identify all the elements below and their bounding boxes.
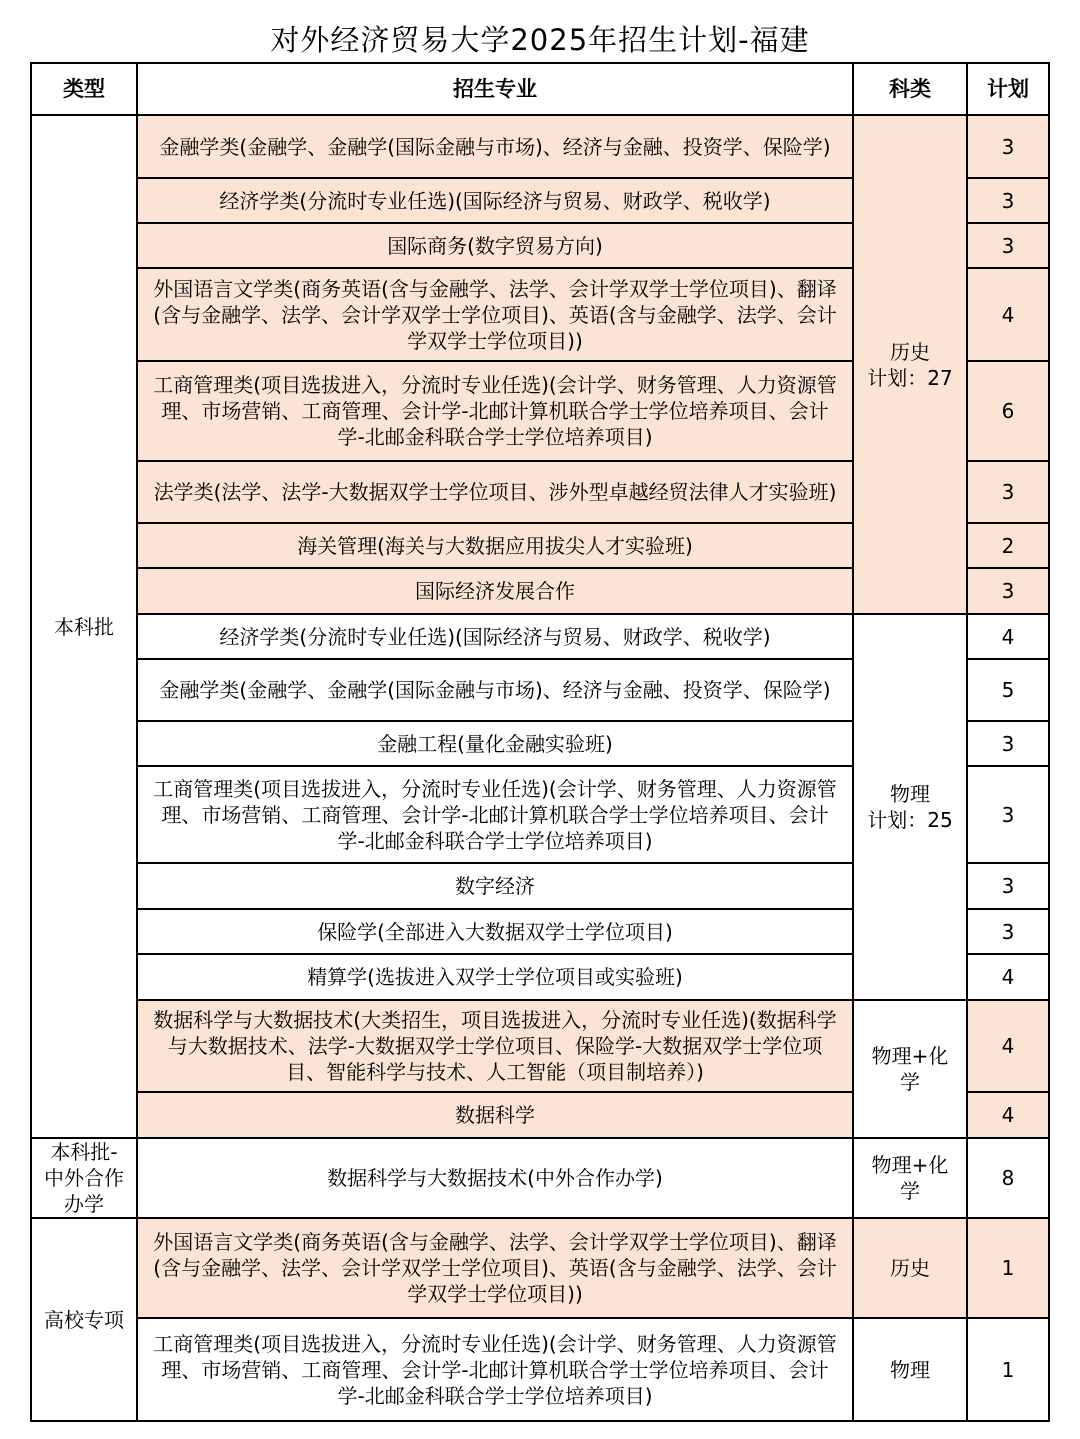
subject-history2-cell: 历史 xyxy=(853,1218,967,1318)
page-title: 对外经济贸易大学2025年招生计划-福建 xyxy=(270,23,810,57)
header-major: 招生专业 xyxy=(137,63,853,115)
plan-cell: 3 xyxy=(967,461,1049,523)
major-cell: 保险学(全部进入大数据双学士学位项目) xyxy=(137,909,853,954)
major-cell: 金融学类(金融学、金融学(国际金融与市场)、经济与金融、投资学、保险学) xyxy=(137,115,853,178)
header-row xyxy=(31,63,1049,115)
subject-physchem2-cell: 物理+化学 xyxy=(853,1138,967,1218)
subject-history-cell xyxy=(853,115,967,614)
plan-cell: 3 xyxy=(967,223,1049,268)
table-row xyxy=(31,1318,1049,1421)
plan-cell: 3 xyxy=(967,115,1049,178)
subject-physics: 物理 xyxy=(890,782,930,806)
major-cell: 外国语言文学类(商务英语(含与金融学、法学、会计学双学士学位项目)、翻译(含与金融学、法学、会计学双学士学位项目)、英语(含与金融学、法学、会计学双学士学位项目)) xyxy=(137,268,853,361)
major-cell: 国际商务(数字贸易方向) xyxy=(137,223,853,268)
batch-zhongwai: 本科批-中外合作办学 xyxy=(31,1138,137,1218)
subject-physchem-cell: 物理+化学 xyxy=(853,1000,967,1138)
plan-cell: 3 xyxy=(967,568,1049,614)
major-cell: 精算学(选拔进入双学士学位项目或实验班) xyxy=(137,954,853,1000)
major-cell: 经济学类(分流时专业任选)(国际经济与贸易、财政学、税收学) xyxy=(137,614,853,659)
plan-cell: 3 xyxy=(967,909,1049,954)
table-row xyxy=(31,1000,1049,1092)
table-row xyxy=(31,1218,1049,1318)
plan-cell: 1 xyxy=(967,1318,1049,1421)
major-cell: 数据科学 xyxy=(137,1092,853,1138)
plan-cell: 4 xyxy=(967,954,1049,1000)
major-cell: 工商管理类(项目选拔进入，分流时专业任选)(会计学、财务管理、人力资源管理、市场营销、工商管理、会计学-北邮计算机联合学士学位培养项目、会计学-北邮金科联合学士学位培养项目) xyxy=(137,361,853,461)
subject-history: 历史 xyxy=(890,339,930,364)
plan-cell: 2 xyxy=(967,523,1049,568)
major-cell: 法学类(法学、法学-大数据双学士学位项目、涉外型卓越经贸法律人才实验班) xyxy=(137,461,853,523)
subject-physics-cell xyxy=(853,614,967,1000)
major-cell: 工商管理类(项目选拔进入，分流时专业任选)(会计学、财务管理、人力资源管理、市场营销、工商管理、会计学-北邮计算机联合学士学位培养项目、会计学-北邮金科联合学士学位培养项目) xyxy=(137,1318,853,1421)
plan-cell: 4 xyxy=(967,1092,1049,1138)
admission-plan-table xyxy=(30,62,1050,1422)
plan-cell: 1 xyxy=(967,1218,1049,1318)
table-row xyxy=(31,614,1049,659)
plan-cell: 4 xyxy=(967,268,1049,361)
plan-cell: 5 xyxy=(967,659,1049,721)
major-cell: 数字经济 xyxy=(137,863,853,909)
header-type: 类型 xyxy=(31,63,137,115)
header-plan: 计划 xyxy=(967,63,1049,115)
plan-cell: 4 xyxy=(967,614,1049,659)
plan-cell: 3 xyxy=(967,178,1049,223)
major-cell: 金融学类(金融学、金融学(国际金融与市场)、经济与金融、投资学、保险学) xyxy=(137,659,853,721)
major-cell: 金融工程(量化金融实验班) xyxy=(137,721,853,766)
batch-gaoxiao: 高校专项 xyxy=(31,1218,137,1421)
plan-cell: 4 xyxy=(967,1000,1049,1092)
table-row xyxy=(31,1138,1049,1218)
major-cell: 海关管理(海关与大数据应用拔尖人才实验班) xyxy=(137,523,853,568)
plan-cell: 3 xyxy=(967,863,1049,909)
major-cell: 数据科学与大数据技术(大类招生，项目选拔进入，分流时专业任选)(数据科学与大数据技术、法学-大数据双学士学位项目、保险学-大数据双学士学位项目、智能科学与技术、人工智能（项目制培养）) xyxy=(137,1000,853,1092)
major-cell: 工商管理类(项目选拔进入，分流时专业任选)(会计学、财务管理、人力资源管理、市场营销、工商管理、会计学-北邮计算机联合学士学位培养项目、会计学-北邮金科联合学士学位培养项目) xyxy=(137,766,853,863)
header-subject: 科类 xyxy=(853,63,967,115)
subject-physics-plan: 计划：25 xyxy=(867,808,953,832)
major-cell: 国际经济发展合作 xyxy=(137,568,853,614)
subject-physics2-cell: 物理 xyxy=(853,1318,967,1421)
batch-benke: 本科批 xyxy=(31,115,137,1138)
major-cell: 经济学类(分流时专业任选)(国际经济与贸易、财政学、税收学) xyxy=(137,178,853,223)
plan-cell: 3 xyxy=(967,766,1049,863)
table-row xyxy=(31,115,1049,178)
major-cell: 数据科学与大数据技术(中外合作办学) xyxy=(137,1138,853,1218)
major-cell: 外国语言文学类(商务英语(含与金融学、法学、会计学双学士学位项目)、翻译(含与金融学、法学、会计学双学士学位项目)、英语(含与金融学、法学、会计学双学士学位项目)) xyxy=(137,1218,853,1318)
plan-cell: 8 xyxy=(967,1138,1049,1218)
plan-cell: 3 xyxy=(967,721,1049,766)
subject-history-plan: 计划：27 xyxy=(867,365,953,390)
plan-cell: 6 xyxy=(967,361,1049,461)
